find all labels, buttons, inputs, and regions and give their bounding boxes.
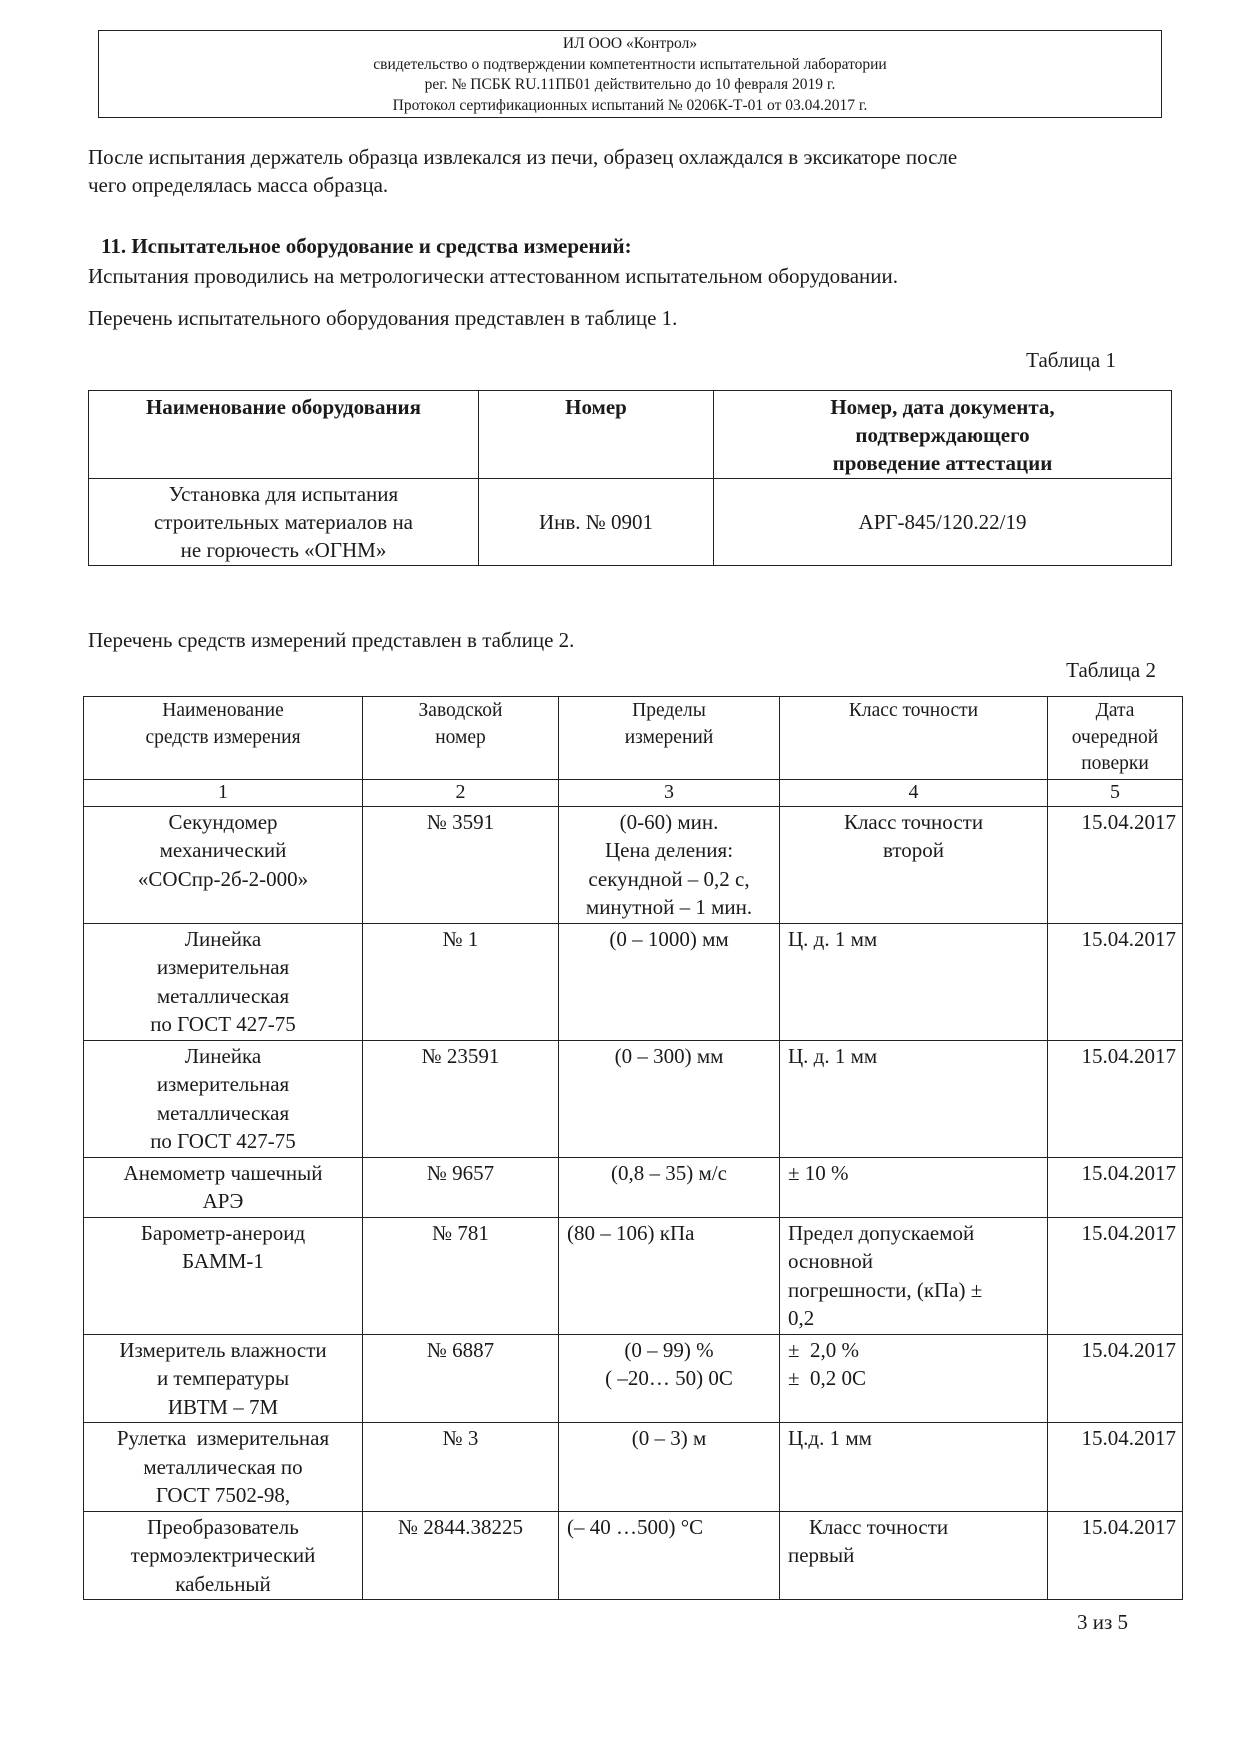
measurement-range: (0 – 300) мм: [559, 1040, 780, 1157]
lab-name: ИЛ ООО «Контрол»: [562, 35, 698, 52]
serial-number: № 1: [363, 923, 559, 1040]
serial-number: № 23591: [363, 1040, 559, 1157]
intro-paragraph: [88, 143, 957, 199]
accuracy-class: Класс точности второй: [780, 806, 1048, 923]
table-header-row: [84, 697, 1183, 780]
measurement-range: (– 40 …500) °С: [559, 1511, 780, 1600]
column-number: 3: [559, 779, 780, 806]
intro-line: чего определялась масса образца.: [88, 173, 389, 197]
measurement-range: (0-60) мин. Цена деления: секундной – 0,2 с, минутной – 1 мин.: [559, 806, 780, 923]
instrument-name: Секундомер механический «СОСпр-2б-2-000»: [84, 806, 363, 923]
column-header: Номер, дата документа, подтверждающего проведение аттестации: [714, 391, 1172, 479]
serial-number: № 3591: [363, 806, 559, 923]
column-header: Заводской номер: [363, 697, 559, 780]
table-row: [84, 923, 1183, 1040]
instrument-name: Линейка измерительная металлическая по ГОСТ 427-75: [84, 923, 363, 1040]
serial-number: № 2844.38225: [363, 1511, 559, 1600]
next-verification-date: 15.04.2017: [1048, 1217, 1183, 1334]
accuracy-class: ± 2,0 % ± 0,2 0С: [780, 1334, 1048, 1423]
serial-number: № 781: [363, 1217, 559, 1334]
table-row: [84, 1157, 1183, 1217]
instrument-name: Измеритель влажности и температуры ИВТМ – 7М: [84, 1334, 363, 1423]
table-row: [84, 1334, 1183, 1423]
section-text: Испытания проводились на метрологически аттестованном испытательном оборудовании.: [88, 264, 899, 288]
next-verification-date: 15.04.2017: [1048, 1334, 1183, 1423]
column-header: Наименование оборудования: [89, 391, 479, 479]
table-row: [84, 1217, 1183, 1334]
instrument-name: Рулетка измерительная металлическая по ГОСТ 7502-98,: [84, 1423, 363, 1512]
certificate-header-box: [98, 30, 1162, 118]
table-row: [84, 806, 1183, 923]
next-verification-date: 15.04.2017: [1048, 806, 1183, 923]
column-number-row: [84, 779, 1183, 806]
serial-number: № 6887: [363, 1334, 559, 1423]
section-heading: 11. Испытательное оборудование и средства измерений:: [101, 234, 632, 258]
table-row: [89, 479, 1172, 566]
equipment-number: Инв. № 0901: [479, 479, 714, 566]
column-number: 2: [363, 779, 559, 806]
intro-line: После испытания держатель образца извлекался из печи, образец охлаждался в эксикаторе после: [88, 145, 958, 169]
table-row: [84, 1423, 1183, 1512]
table-header-row: [89, 391, 1172, 479]
measurement-range: (0 – 3) м: [559, 1423, 780, 1512]
column-header: Наименование средств измерения: [84, 697, 363, 780]
accuracy-class: ± 10 %: [780, 1157, 1048, 1217]
column-header: Номер: [479, 391, 714, 479]
certificate-line: свидетельство о подтверждении компетентности испытательной лаборатории: [373, 55, 887, 73]
column-header: Пределы измерений: [559, 697, 780, 780]
serial-number: № 9657: [363, 1157, 559, 1217]
table1-caption: Таблица 1: [1026, 348, 1116, 372]
next-verification-date: 15.04.2017: [1048, 923, 1183, 1040]
column-header: Дата очередной поверки: [1048, 697, 1183, 780]
equipment-table: [88, 390, 1172, 566]
column-number: 1: [84, 779, 363, 806]
table2-caption: Таблица 2: [1066, 658, 1156, 682]
accuracy-class: Предел допускаемой основной погрешности, (кПа) ± 0,2: [780, 1217, 1048, 1334]
measurement-range: (0 – 1000) мм: [559, 923, 780, 1040]
instrument-name: Преобразователь термоэлектрический кабельный: [84, 1511, 363, 1600]
column-number: 5: [1048, 779, 1183, 806]
next-verification-date: 15.04.2017: [1048, 1423, 1183, 1512]
column-number: 4: [780, 779, 1048, 806]
table-row: [84, 1511, 1183, 1600]
accuracy-class: Ц. д. 1 мм: [780, 923, 1048, 1040]
instrument-name: Анемометр чашечный АРЭ: [84, 1157, 363, 1217]
instrument-name: Линейка измерительная металлическая по ГОСТ 427-75: [84, 1040, 363, 1157]
serial-number: № 3: [363, 1423, 559, 1512]
accuracy-class: Класс точности первый: [780, 1511, 1048, 1600]
accuracy-class: Ц. д. 1 мм: [780, 1040, 1048, 1157]
table2-intro: Перечень средств измерений представлен в таблице 2.: [88, 628, 575, 652]
protocol-line: Протокол сертификационных испытаний № 0206К-Т-01 от 03.04.2017 г.: [392, 96, 868, 114]
page-number: 3 из 5: [1076, 1610, 1128, 1634]
registration-line: рег. № ПСБК RU.11ПБ01 действительно до 10 февраля 2019 г.: [424, 76, 836, 93]
next-verification-date: 15.04.2017: [1048, 1040, 1183, 1157]
table1-intro: Перечень испытательного оборудования представлен в таблице 1.: [88, 306, 678, 330]
measurement-range: (80 – 106) кПа: [559, 1217, 780, 1334]
measurement-range: (0 – 99) % ( –20… 50) 0С: [559, 1334, 780, 1423]
measurement-range: (0,8 – 35) м/с: [559, 1157, 780, 1217]
equipment-name: Установка для испытания строительных материалов на не горючесть «ОГНМ»: [89, 479, 479, 566]
accuracy-class: Ц.д. 1 мм: [780, 1423, 1048, 1512]
measuring-instruments-table: [83, 696, 1183, 1600]
column-header: Класс точности: [780, 697, 1048, 780]
next-verification-date: 15.04.2017: [1048, 1157, 1183, 1217]
instrument-name: Барометр-анероид БАММ-1: [84, 1217, 363, 1334]
table-row: [84, 1040, 1183, 1157]
next-verification-date: 15.04.2017: [1048, 1511, 1183, 1600]
certification-document: АРГ-845/120.22/19: [714, 479, 1172, 566]
